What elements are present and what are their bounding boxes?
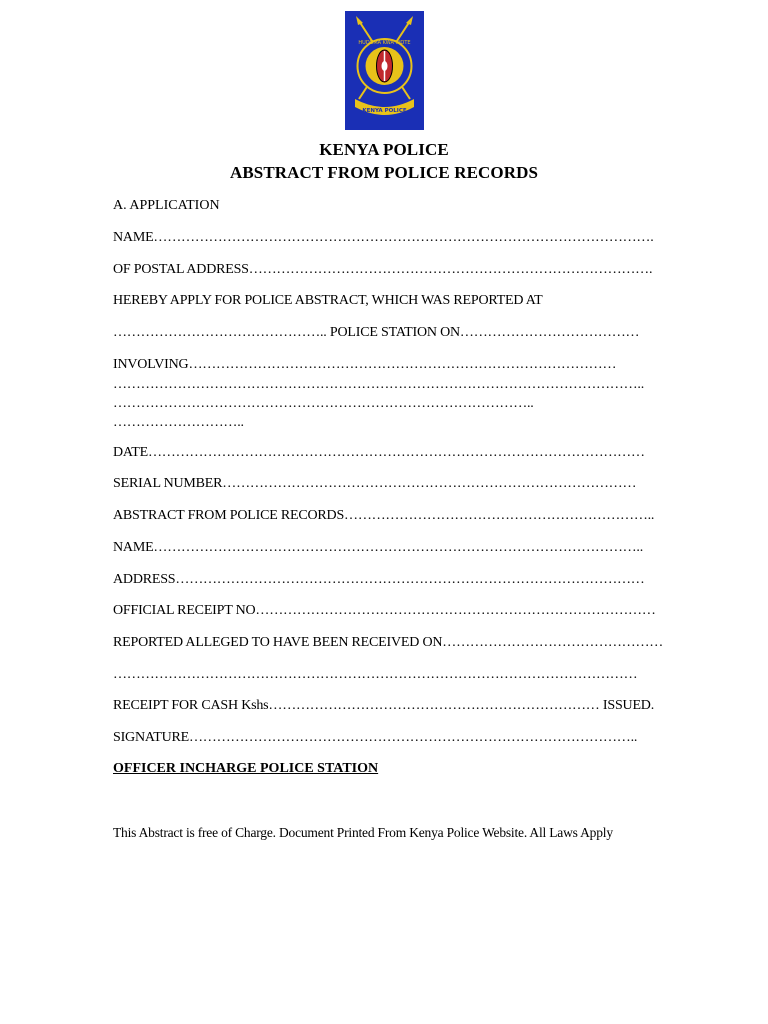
footer-note: This Abstract is free of Charge. Document Printed From Kenya Police Website. All Laws Apply [113,825,613,840]
field-official-receipt: OFFICIAL RECEIPT NO…………………………………………………………………………… [113,603,656,618]
emblem-ring-text: HUDUMA KWA WOTE [358,40,411,46]
field-involving-continued-2: ……………………………………………………………………………….. [113,396,534,411]
signatory-title: OFFICER INCHARGE POLICE STATION [113,761,379,776]
field-apply-statement: HEREBY APPLY FOR POLICE ABSTRACT, WHICH WAS REPORTED AT [113,293,543,308]
field-abstract-records: ABSTRACT FROM POLICE RECORDS………………………………………………………….. [113,508,655,523]
field-name-2: NAME…………………………………………………………………………………………….. [113,540,644,555]
section-application-label: A. APPLICATION [113,198,220,213]
field-address: ADDRESS………………………………………………………………………………………… [113,572,645,587]
field-serial-number: SERIAL NUMBER……………………………………………………………………………… [113,476,637,491]
field-receipt-cash: RECEIPT FOR CASH Kshs……………………………………………………………… ISSUED. [113,698,655,713]
field-name: NAME………………………………………………………………………………………………. [113,230,654,245]
field-date: DATE……………………………………………………………………………………………… [113,445,645,460]
emblem-graphic [345,11,424,130]
field-involving-continued-3: ……………………….. [113,415,244,430]
field-involving: INVOLVING………………………………………………………………………………… [113,357,617,372]
field-reported-received: REPORTED ALLEGED TO HAVE BEEN RECEIVED ON………………………………………… [113,635,664,650]
page-title: KENYA POLICE [319,140,449,159]
field-reported-continued: …………………………………………………………………………………………………… [113,667,638,682]
page-subtitle: ABSTRACT FROM POLICE RECORDS [229,163,539,182]
field-police-station: ……………………………………….. POLICE STATION ON………………………………… [113,325,640,340]
field-involving-continued-1: …………………………………………………………………………………………………….. [113,377,645,392]
kenya-police-emblem [345,11,424,130]
field-postal-address: OF POSTAL ADDRESS……………………………………………………………………………. [113,262,653,277]
emblem-banner-text: KENYA POLICE [362,108,407,114]
field-signature: SIGNATURE…………………………………………………………………………………….. [113,730,638,745]
